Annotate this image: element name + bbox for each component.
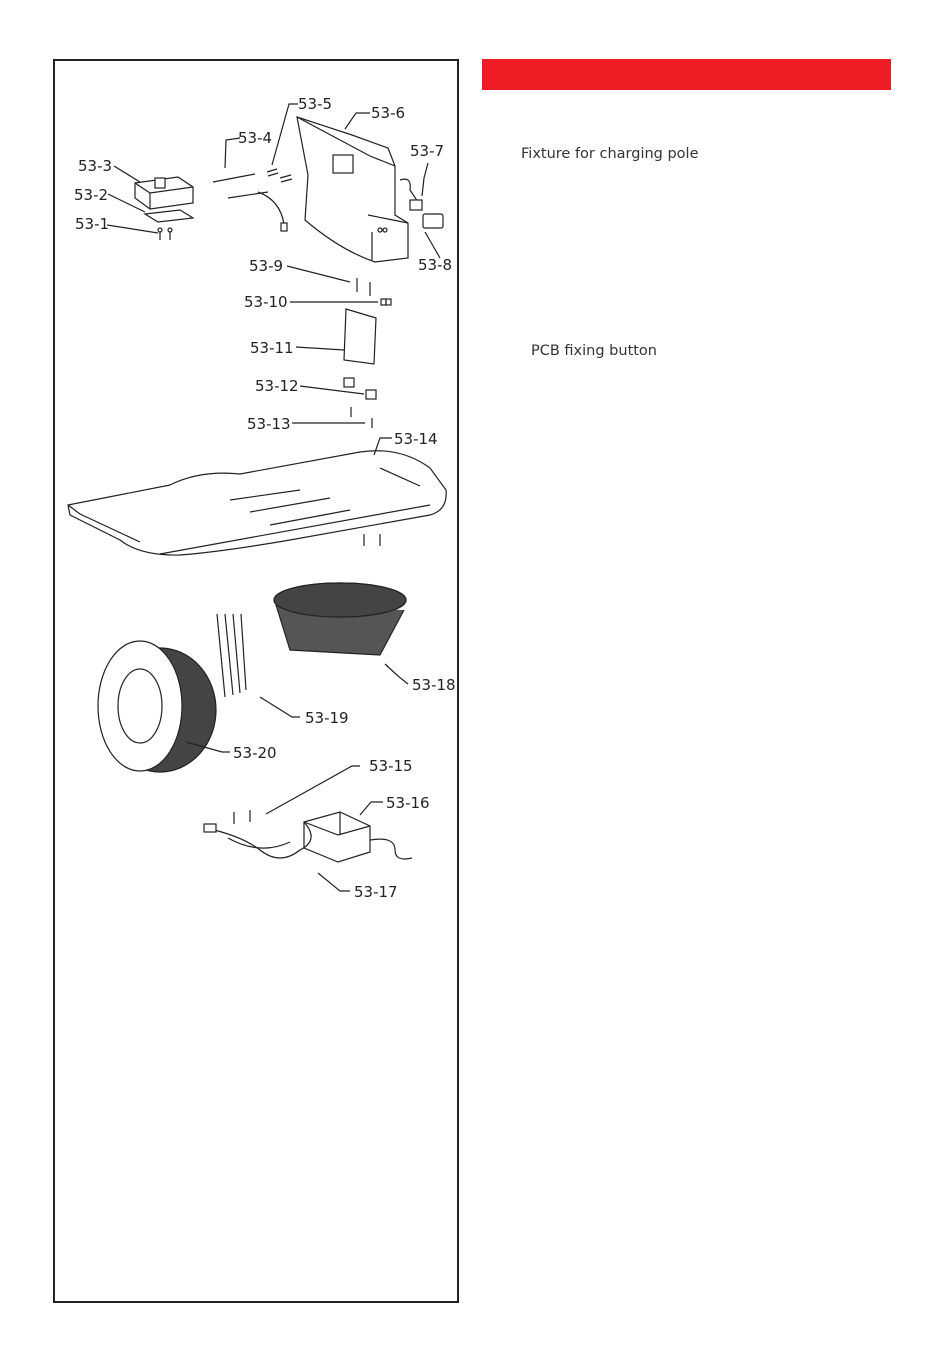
clip-part — [344, 378, 376, 399]
part-label: 53-3 — [78, 157, 113, 175]
plate-part — [145, 210, 193, 222]
screws-part — [234, 810, 250, 824]
screws-part — [364, 534, 380, 546]
part-label: 53-8 — [418, 256, 453, 274]
part-description: PCB fixing button — [531, 343, 657, 359]
power-supply-part — [304, 812, 412, 862]
screws-part — [351, 407, 372, 428]
base-plate-part — [68, 451, 446, 555]
power-cable-part — [204, 822, 311, 858]
screws-part — [158, 228, 172, 240]
charging-pole-housing — [297, 117, 408, 262]
part-label: 53-20 — [233, 744, 277, 762]
part-label: 53-5 — [298, 95, 333, 113]
part-label: 53-2 — [74, 186, 109, 204]
part-label: 53-13 — [247, 415, 291, 433]
part-label: 53-14 — [394, 430, 438, 448]
wire-coil-part — [98, 641, 216, 772]
part-label: 53-19 — [305, 709, 349, 727]
part-label: 53-15 — [369, 757, 413, 775]
springs-part — [267, 169, 292, 182]
part-label: 53-18 — [412, 676, 456, 694]
part-label: 53-11 — [250, 339, 294, 357]
pegs-part — [217, 614, 246, 697]
pcb-board-part — [344, 309, 376, 364]
part-label: 53-10 — [244, 293, 288, 311]
part-label: 53-1 — [75, 215, 110, 233]
part-description: Fixture for charging pole — [521, 146, 699, 162]
pegs-bundle-part — [274, 583, 406, 655]
bracket-part — [135, 177, 193, 209]
pins-cable-part — [213, 174, 287, 231]
part-label: 53-16 — [386, 794, 430, 812]
connector-part — [400, 179, 422, 210]
part-label: 53-4 — [238, 129, 273, 147]
part-label: 53-9 — [249, 257, 284, 275]
part-label: 53-17 — [354, 883, 398, 901]
part-label: 53-6 — [371, 104, 406, 122]
pcb-button-part — [381, 299, 391, 305]
socket-part — [423, 214, 443, 228]
part-label: 53-7 — [410, 142, 445, 160]
screws-part — [357, 278, 370, 296]
part-label: 53-12 — [255, 377, 299, 395]
